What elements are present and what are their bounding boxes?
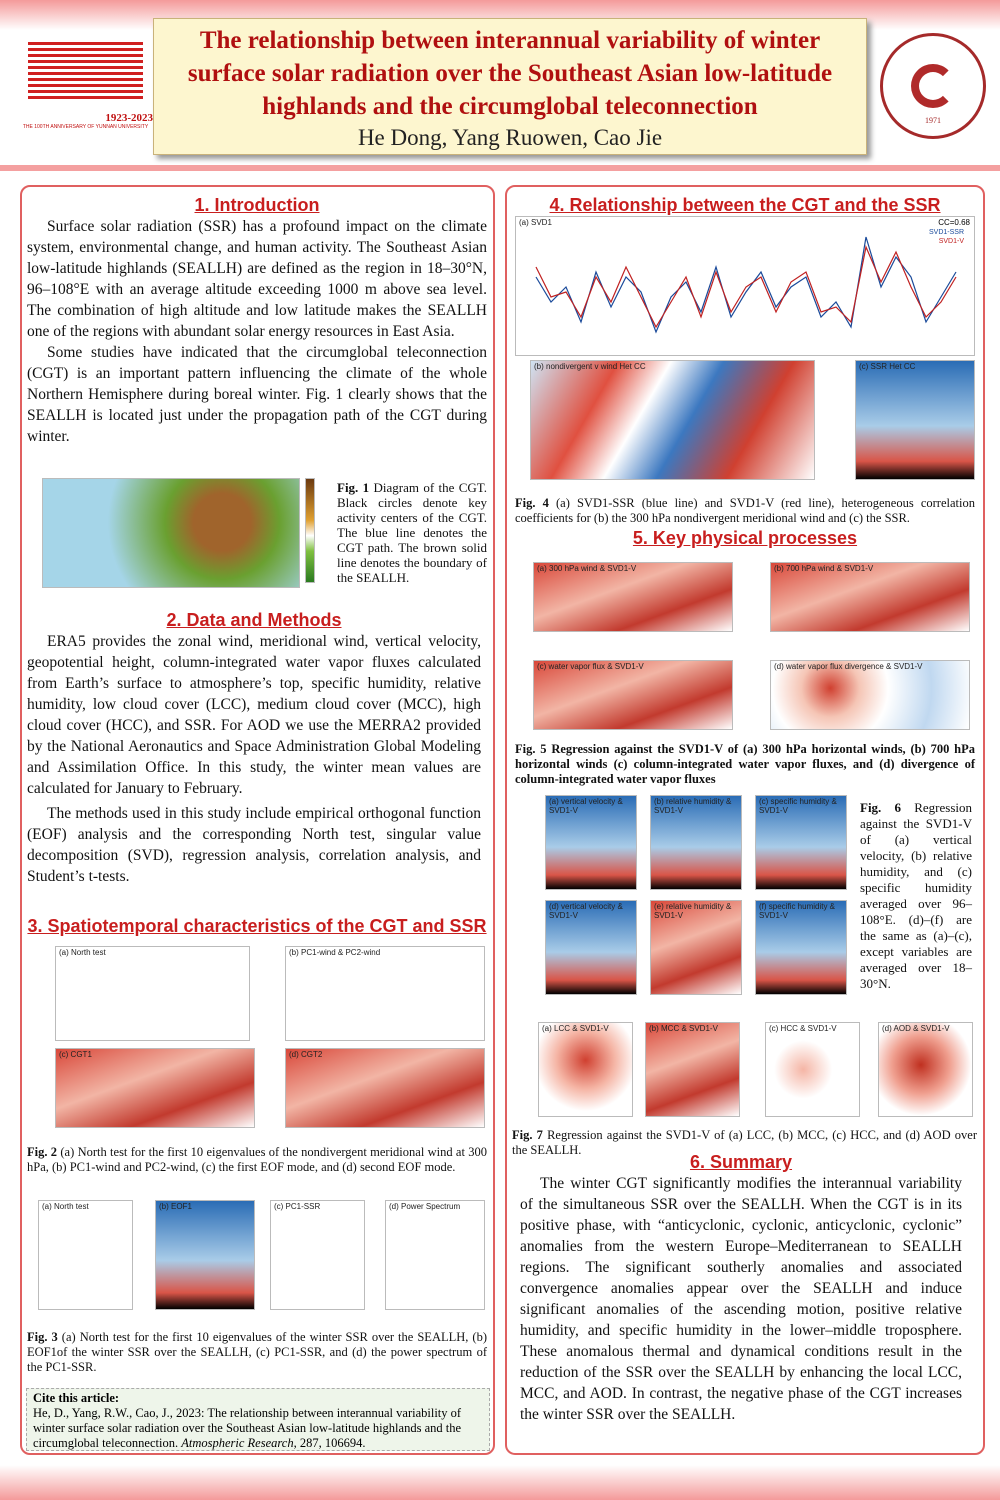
- fig5d-map: (d) water vapor flux divergence & SVD1-V: [770, 660, 970, 730]
- section-heading: 1. Introduction: [194, 195, 320, 215]
- fig7b-map: (b) MCC & SVD1-V: [645, 1022, 740, 1117]
- section-introduction: [27, 195, 487, 447]
- paragraph: The winter CGT significantly modifies the interannual variability of the simultaneous SSR over the SEALLH. When the CGT is in its positive phase, with “anticyclonic, cyclonic, anticyclonic, cyclonic” anomalies from the western Europe–Mediterranean to SEALLH regions. The significant southerly anomalies and associated convergence anomalies appear over the SEALLH and induce significant anomalies of the ascending motion, positive relative humidity, and specific humidity in the lower–middle troposphere. These anomalous thermal and dynamical conditions result in the reduction of the SSR over the SEALLH by enhancing the local LCC, MCC, and AOD. In contrast, the negative phase of the CGT increases the winter SSR over the SEALLH.: [520, 1175, 962, 1423]
- fig3-caption: Fig. 3 (a) North test for the first 10 eigenvalues of the winter SSR over the SEALLH, (b) EOF1of the winter SSR over the SEALLH, (c) PC1-SSR, and (d) the power spectrum of the PC1-SSR.: [27, 1330, 487, 1374]
- fig6d-section: (d) vertical velocity & SVD1-V: [545, 900, 637, 995]
- fig4a-chart: (a) SVD1 CC=0.68 SVD1-SSR SVD1-V: [515, 216, 975, 356]
- poster-title: The relationship between interannual variability of winter surface solar radiation over the Southeast Asian low-latitude highlands and the circumglobal teleconnection: [187, 27, 833, 120]
- section-summary: [520, 1152, 962, 1425]
- section-data-methods: [27, 610, 481, 887]
- section-heading: 3. Spatiotemporal characteristics of the CGT and SSR: [27, 916, 487, 936]
- fig2a-chart: (a) North test: [55, 946, 250, 1041]
- fig6e-section: (e) relative humidity & SVD1-V: [650, 900, 742, 995]
- fig6c-section: (c) specific humidity & SVD1-V: [755, 795, 847, 890]
- fig1-map: [42, 478, 300, 588]
- section-heading: 4. Relationship between the CGT and the SSR: [549, 195, 941, 215]
- fig2c-map: (c) CGT1: [55, 1048, 255, 1128]
- fig3a-chart: (a) North test: [38, 1200, 133, 1310]
- authors: He Dong, Yang Ruowen, Cao Jie: [357, 125, 663, 150]
- department-seal-logo: 1971: [880, 33, 986, 139]
- fig2d-map: (d) CGT2: [285, 1048, 485, 1128]
- paragraph: ERA5 provides the zonal wind, meridional wind, vertical velocity, geopotential height, column-integrated water vapor fluxes calculated from Earth’s surface to atmosphere’s top, specific humidity, relative humidity, low cloud cover (LCC), medium cloud cover (MCC), high cloud cover (HCC), and SSR. For AOD we use the MERRA2 provided by the National Aeronautics and Space Administration Global Modeling and Assimilation Office. In this study, the winter mean values are calculated for January to February.: [27, 633, 481, 797]
- fig7c-map: (c) HCC & SVD1-V: [765, 1022, 860, 1117]
- section-heading: 5. Key physical processes: [632, 528, 858, 548]
- poster-header: [153, 18, 867, 155]
- fig5b-map: (b) 700 hPa wind & SVD1-V: [770, 562, 970, 632]
- fig7d-map: (d) AOD & SVD1-V: [878, 1022, 973, 1117]
- citation-box: Cite this article: He, D., Yang, R.W., Cao, J., 2023: The relationship between interannual variability of winter surface solar radiation over the Southeast Asian low-latitude highlands and the circumglobal teleconnection. Atmospheric Research, 287, 106694.: [26, 1388, 490, 1451]
- fig6f-section: (f) specific humidity & SVD1-V: [755, 900, 847, 995]
- yunnan-university-logo: 1923-2023 THE 100TH ANNIVERSARY OF YUNNAN UNIVERSITY: [18, 42, 153, 137]
- fig6a-section: (a) vertical velocity & SVD1-V: [545, 795, 637, 890]
- fig4b-map: (b) nondivergent v wind Het CC: [530, 360, 815, 480]
- paragraph: Some studies have indicated that the circumglobal teleconnection (CGT) is an important pattern influencing the climate of the whole Northern Hemisphere during boreal winter. Fig. 1 clearly shows that the SEALLH is located just under the propagation path of the CGT during winter.: [27, 344, 487, 445]
- paragraph: Surface solar radiation (SSR) has a profound impact on the climate system, environmental change, and human activity. The Southeast Asian low-latitude highlands (SEALLH) are defined as the region in 18–30°N, 96–108°E with an average altitude exceeding 1000 m above sea level. The combination of high altitude and low latitude makes the SEALLH one of the regions with abundant solar energy resources in East Asia.: [27, 218, 487, 340]
- fig4-caption: Fig. 4 (a) SVD1-SSR (blue line) and SVD1-V (red line), heterogeneous correlation coefficients for (b) the 300 hPa nondivergent meridional wind and (c) the SSR.: [515, 496, 975, 525]
- fig3d-chart: (d) Power Spectrum: [385, 1200, 485, 1310]
- paragraph: The methods used in this study include empirical orthogonal function (EOF) analysis and the corresponding North test, singular value decomposition (SVD), regression analysis, correlation analysis, and Student’s t-tests.: [27, 805, 481, 885]
- fig6b-section: (b) relative humidity & SVD1-V: [650, 795, 742, 890]
- fig3c-chart: (c) PC1-SSR: [270, 1200, 365, 1310]
- fig5a-map: (a) 300 hPa wind & SVD1-V: [533, 562, 733, 632]
- colorbar: [305, 478, 315, 583]
- fig1-caption: Fig. 1 Diagram of the CGT. Black circles denote key activity centers of the CGT. The blue line denotes the CGT path. The brown solid line denotes the boundary of the SEALLH.: [337, 480, 487, 585]
- section-heading: 2. Data and Methods: [166, 610, 342, 630]
- fig2b-chart: (b) PC1-wind & PC2-wind: [285, 946, 485, 1041]
- fig5-caption: Fig. 5 Regression against the SVD1-V of (a) 300 hPa horizontal winds, (b) 700 hPa horizontal winds (c) column-integrated water vapor fluxes, and (d) divergence of column-integrated water vapor fluxes: [515, 742, 975, 786]
- fig5c-map: (c) water vapor flux & SVD1-V: [533, 660, 733, 730]
- fig7a-map: (a) LCC & SVD1-V: [538, 1022, 633, 1117]
- divider: [0, 165, 1000, 171]
- fig7-caption: Fig. 7 Regression against the SVD1-V of (a) LCC, (b) MCC, (c) HCC, and (d) AOD over the SEALLH.: [512, 1128, 977, 1157]
- fig4c-map: (c) SSR Het CC: [855, 360, 975, 480]
- fig6-caption: Fig. 6 Regression against the SVD1-V of (a) vertical velocity, (b) relative humidity, and (c) specific humidity averaged over 96–108°E. (d)–(f) are the same as (a)–(c), except variables are averaged over 18–30°N.: [860, 800, 972, 991]
- bottom-band: [0, 1465, 1000, 1500]
- fig2-caption: Fig. 2 (a) North test for the first 10 eigenvalues of the nondivergent meridional wind at 300 hPa, (b) PC1-wind and PC2-wind, (c) the first EOF mode, and (d) second EOF mode.: [27, 1145, 488, 1174]
- fig3b-map: (b) EOF1: [155, 1200, 255, 1310]
- section-heading: 6. Summary: [689, 1152, 793, 1172]
